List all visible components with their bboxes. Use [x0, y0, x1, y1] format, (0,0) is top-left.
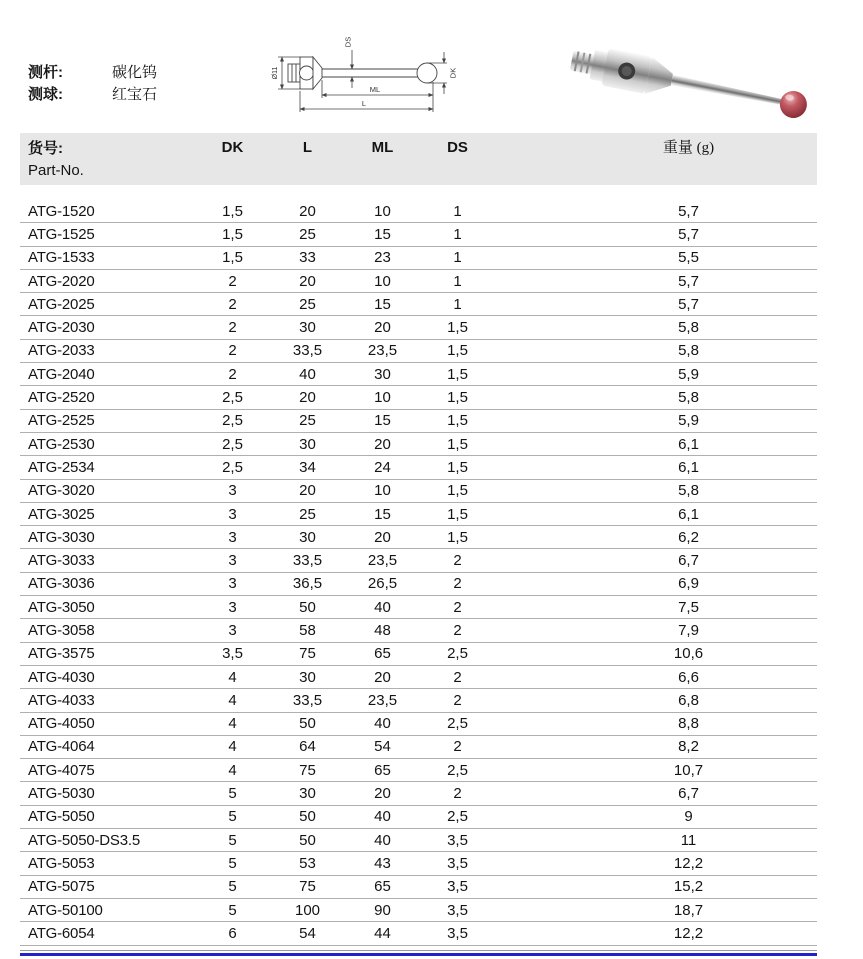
cell-l: 30	[299, 785, 316, 803]
cell-weight: 6,6	[678, 668, 699, 686]
cell-ml: 65	[374, 645, 391, 663]
cell-weight: 6,7	[678, 785, 699, 803]
stylus-dimension-diagram	[248, 28, 473, 123]
stylus-photo	[553, 22, 858, 140]
cell-part-no: ATG-3575	[28, 645, 95, 663]
cell-dk: 1,5	[222, 202, 243, 220]
cell-ml: 65	[374, 878, 391, 896]
cell-ds: 1	[453, 272, 462, 290]
table-row	[20, 829, 817, 852]
cell-ds: 1,5	[447, 505, 468, 523]
table-row	[20, 596, 817, 619]
table-row	[20, 689, 817, 712]
cell-weight: 5,5	[678, 249, 699, 267]
table-row	[20, 759, 817, 782]
cell-ds: 2,5	[447, 645, 468, 663]
cell-weight: 12,2	[673, 924, 704, 942]
cell-l: 54	[299, 924, 316, 942]
material-ball-value: 红宝石	[112, 87, 158, 103]
cell-part-no: ATG-6054	[28, 924, 95, 942]
cell-part-no: ATG-5030	[28, 785, 95, 803]
material-ball-label: 测球:	[28, 86, 63, 103]
cell-weight: 12,2	[673, 854, 704, 872]
cell-ml: 23,5	[367, 342, 398, 360]
cell-ml: 15	[374, 295, 391, 313]
cell-l: 36,5	[292, 575, 323, 593]
cell-ml: 40	[374, 598, 391, 616]
cell-l: 75	[299, 645, 316, 663]
cell-ml: 20	[374, 785, 391, 803]
material-shaft-value: 碳化钨	[112, 65, 158, 81]
cell-dk: 2	[228, 365, 237, 383]
table-row	[20, 410, 817, 433]
cell-ml: 44	[374, 924, 391, 942]
cell-ml: 30	[374, 365, 391, 383]
header-l: L	[302, 139, 313, 156]
table-row	[20, 573, 817, 596]
diagram-thread	[288, 64, 300, 82]
cell-l: 25	[299, 225, 316, 243]
cell-part-no: ATG-2020	[28, 272, 95, 290]
diagram-label-shank-dia: Ø11	[272, 66, 279, 80]
cell-part-no: ATG-3058	[28, 621, 95, 639]
table-row	[20, 293, 817, 316]
cell-ml: 20	[374, 435, 391, 453]
cell-ml: 23	[374, 249, 391, 267]
cell-ml: 43	[374, 854, 391, 872]
cell-ml: 48	[374, 621, 391, 639]
cell-ml: 23,5	[367, 552, 398, 570]
cell-ds: 2,5	[447, 715, 468, 733]
cell-ds: 1	[453, 225, 462, 243]
cell-part-no: ATG-4050	[28, 715, 95, 733]
cell-weight: 5,8	[678, 389, 699, 407]
cell-weight: 6,8	[678, 691, 699, 709]
cell-part-no: ATG-2030	[28, 319, 95, 337]
cell-weight: 5,7	[678, 225, 699, 243]
cell-weight: 5,8	[678, 482, 699, 500]
cell-l: 30	[299, 435, 316, 453]
cell-ds: 2	[453, 575, 462, 593]
cell-weight: 7,5	[678, 598, 699, 616]
cell-ml: 40	[374, 808, 391, 826]
diagram-label-dk: DK	[448, 67, 458, 79]
cell-dk: 2	[228, 342, 237, 360]
cell-part-no: ATG-2530	[28, 435, 95, 453]
cell-dk: 2	[228, 319, 237, 337]
cell-l: 75	[299, 761, 316, 779]
cell-part-no: ATG-2025	[28, 295, 95, 313]
cell-l: 25	[299, 295, 316, 313]
cell-part-no: ATG-3036	[28, 575, 95, 593]
cell-dk: 4	[228, 715, 237, 733]
cell-l: 33,5	[292, 342, 323, 360]
diagram-label-ds: DS	[343, 36, 353, 48]
cell-dk: 3	[228, 598, 237, 616]
table-body	[20, 200, 817, 946]
cell-ds: 1,5	[447, 458, 468, 476]
cell-weight: 15,2	[673, 878, 704, 896]
cell-ml: 65	[374, 761, 391, 779]
cell-part-no: ATG-3050	[28, 598, 95, 616]
cell-ds: 2	[453, 668, 462, 686]
table-header	[20, 133, 817, 185]
cell-weight: 5,8	[678, 319, 699, 337]
cell-part-no: ATG-2040	[28, 365, 95, 383]
cell-ds: 2	[453, 785, 462, 803]
cell-ds: 3,5	[447, 901, 468, 919]
cell-dk: 5	[228, 831, 237, 849]
cell-l: 40	[299, 365, 316, 383]
cell-part-no: ATG-1525	[28, 225, 95, 243]
cell-l: 53	[299, 854, 316, 872]
cell-dk: 1,5	[222, 225, 243, 243]
cell-ds: 2	[453, 621, 462, 639]
cell-weight: 6,1	[678, 458, 699, 476]
cell-ml: 10	[374, 272, 391, 290]
cell-ds: 1,5	[447, 435, 468, 453]
table-row	[20, 643, 817, 666]
cell-l: 50	[299, 808, 316, 826]
cell-ds: 1,5	[447, 389, 468, 407]
table-row	[20, 433, 817, 456]
cell-weight: 9	[684, 808, 693, 826]
cell-dk: 3	[228, 482, 237, 500]
cell-weight: 5,9	[678, 365, 699, 383]
cell-dk: 2,5	[222, 458, 243, 476]
cell-part-no: ATG-3020	[28, 482, 95, 500]
cell-ds: 2	[453, 691, 462, 709]
cell-ds: 1,5	[447, 412, 468, 430]
cell-ds: 1,5	[447, 482, 468, 500]
cell-dk: 2,5	[222, 389, 243, 407]
table-row	[20, 619, 817, 642]
material-shaft-label: 测杆:	[28, 64, 63, 81]
cell-ds: 3,5	[447, 924, 468, 942]
cell-weight: 6,1	[678, 505, 699, 523]
table-row	[20, 270, 817, 293]
cell-l: 33,5	[292, 691, 323, 709]
materials-block	[28, 62, 157, 106]
cell-l: 50	[299, 598, 316, 616]
table-row	[20, 713, 817, 736]
cell-part-no: ATG-3025	[28, 505, 95, 523]
cell-dk: 4	[228, 738, 237, 756]
table-row	[20, 340, 817, 363]
cell-l: 64	[299, 738, 316, 756]
header-dk: DK	[221, 139, 244, 156]
table-row	[20, 899, 817, 922]
cell-part-no: ATG-3033	[28, 552, 95, 570]
cell-weight: 6,2	[678, 528, 699, 546]
cell-part-no: ATG-1520	[28, 202, 95, 220]
cell-ml: 10	[374, 202, 391, 220]
header-part-no-en: Part-No.	[28, 162, 84, 179]
cell-part-no: ATG-2520	[28, 389, 95, 407]
cell-ml: 24	[374, 458, 391, 476]
cell-l: 20	[299, 389, 316, 407]
cell-dk: 3	[228, 528, 237, 546]
table-row	[20, 386, 817, 409]
cell-ml: 20	[374, 528, 391, 546]
cell-part-no: ATG-2534	[28, 458, 95, 476]
cell-ml: 40	[374, 715, 391, 733]
cell-ml: 15	[374, 225, 391, 243]
table-row	[20, 549, 817, 572]
cell-weight: 11	[680, 831, 697, 849]
cell-ml: 40	[374, 831, 391, 849]
diagram-taper	[313, 57, 322, 89]
render-ruby-ball	[778, 89, 810, 121]
cell-l: 50	[299, 831, 316, 849]
cell-ds: 1,5	[447, 528, 468, 546]
diagram-label-l: L	[361, 99, 367, 108]
cell-dk: 2,5	[222, 435, 243, 453]
cell-part-no: ATG-2525	[28, 412, 95, 430]
table-row	[20, 456, 817, 479]
cell-dk: 6	[228, 924, 237, 942]
cell-dk: 3	[228, 552, 237, 570]
cell-l: 50	[299, 715, 316, 733]
header-ml: ML	[371, 139, 394, 156]
material-shaft-row	[28, 62, 157, 84]
cell-l: 30	[299, 528, 316, 546]
table-row	[20, 922, 817, 945]
cell-ds: 3,5	[447, 831, 468, 849]
table-row	[20, 782, 817, 805]
cell-l: 30	[299, 319, 316, 337]
cell-part-no: ATG-1533	[28, 249, 95, 267]
cell-dk: 2	[228, 272, 237, 290]
cell-ds: 3,5	[447, 854, 468, 872]
cell-weight: 5,9	[678, 412, 699, 430]
diagram-label-ml: ML	[369, 85, 381, 94]
cell-ds: 1,5	[447, 365, 468, 383]
cell-dk: 3	[228, 575, 237, 593]
cell-dk: 5	[228, 878, 237, 896]
cell-ds: 1	[453, 202, 462, 220]
cell-weight: 5,8	[678, 342, 699, 360]
table-row	[20, 200, 817, 223]
cell-dk: 4	[228, 668, 237, 686]
cell-weight: 5,7	[678, 202, 699, 220]
header-ds: DS	[447, 139, 468, 156]
cell-ml: 90	[374, 901, 391, 919]
cell-weight: 18,7	[673, 901, 704, 919]
table-row	[20, 503, 817, 526]
cell-part-no: ATG-4033	[28, 691, 95, 709]
cell-l: 30	[299, 668, 316, 686]
cell-part-no: ATG-4075	[28, 761, 95, 779]
cell-dk: 3	[228, 621, 237, 639]
cell-dk: 4	[228, 691, 237, 709]
cell-ml: 15	[374, 412, 391, 430]
cell-ds: 1,5	[447, 342, 468, 360]
cell-part-no: ATG-5075	[28, 878, 95, 896]
cell-weight: 5,7	[678, 272, 699, 290]
header-weight: 重量 (g)	[662, 140, 715, 156]
diagram-ball	[417, 63, 437, 83]
table-row	[20, 223, 817, 246]
cell-l: 25	[299, 412, 316, 430]
cell-ml: 54	[374, 738, 391, 756]
cell-l: 33	[299, 249, 316, 267]
diagram-holder-hole	[300, 66, 314, 80]
cell-part-no: ATG-2033	[28, 342, 95, 360]
cell-ds: 2	[453, 598, 462, 616]
cell-ml: 10	[374, 389, 391, 407]
cell-part-no: ATG-4064	[28, 738, 95, 756]
cell-ds: 2	[453, 552, 462, 570]
header-part-no-zh: 货号:	[28, 140, 63, 157]
cell-ml: 15	[374, 505, 391, 523]
cell-l: 33,5	[292, 552, 323, 570]
cell-ds: 3,5	[447, 878, 468, 896]
cell-part-no: ATG-3030	[28, 528, 95, 546]
cell-ml: 20	[374, 668, 391, 686]
table-row	[20, 247, 817, 270]
cell-ds: 1	[453, 249, 462, 267]
table-row	[20, 806, 817, 829]
header-part-no	[20, 139, 195, 182]
table-row	[20, 480, 817, 503]
table-row	[20, 363, 817, 386]
cell-ds: 2,5	[447, 808, 468, 826]
cell-weight: 5,7	[678, 295, 699, 313]
cell-l: 58	[299, 621, 316, 639]
cell-part-no: ATG-50100	[28, 901, 103, 919]
table-row	[20, 526, 817, 549]
cell-ds: 2,5	[447, 761, 468, 779]
footer-blue-rule	[20, 953, 817, 956]
cell-weight: 6,1	[678, 435, 699, 453]
cell-dk: 5	[228, 901, 237, 919]
cell-ml: 23,5	[367, 691, 398, 709]
cell-weight: 10,7	[673, 761, 704, 779]
cell-weight: 6,7	[678, 552, 699, 570]
cell-part-no: ATG-5053	[28, 854, 95, 872]
cell-weight: 10,6	[673, 645, 704, 663]
cell-ml: 20	[374, 319, 391, 337]
table-row	[20, 736, 817, 759]
cell-l: 25	[299, 505, 316, 523]
cell-ds: 1	[453, 295, 462, 313]
cell-weight: 8,2	[678, 738, 699, 756]
material-ball-row	[28, 84, 157, 106]
cell-weight: 6,9	[678, 575, 699, 593]
cell-l: 20	[299, 202, 316, 220]
cell-weight: 7,9	[678, 621, 699, 639]
cell-ds: 2	[453, 738, 462, 756]
cell-ds: 1,5	[447, 319, 468, 337]
cell-dk: 3	[228, 505, 237, 523]
cell-weight: 8,8	[678, 715, 699, 733]
cell-dk: 3,5	[222, 645, 243, 663]
cell-part-no: ATG-5050-DS3.5	[28, 831, 140, 849]
footer-gray-rule	[20, 950, 817, 951]
cell-part-no: ATG-4030	[28, 668, 95, 686]
cell-dk: 5	[228, 854, 237, 872]
table-row	[20, 316, 817, 339]
cell-l: 20	[299, 482, 316, 500]
cell-dk: 2	[228, 295, 237, 313]
cell-dk: 5	[228, 808, 237, 826]
cell-dk: 5	[228, 785, 237, 803]
cell-l: 100	[294, 901, 321, 919]
table-row	[20, 666, 817, 689]
render-shaft	[671, 75, 788, 108]
table-row	[20, 852, 817, 875]
cell-l: 20	[299, 272, 316, 290]
table-row	[20, 876, 817, 899]
cell-ml: 10	[374, 482, 391, 500]
stylus-render	[568, 42, 810, 125]
cell-part-no: ATG-5050	[28, 808, 95, 826]
cell-l: 34	[299, 458, 316, 476]
cell-dk: 4	[228, 761, 237, 779]
cell-dk: 1,5	[222, 249, 243, 267]
cell-dk: 2,5	[222, 412, 243, 430]
cell-ml: 26,5	[367, 575, 398, 593]
cell-l: 75	[299, 878, 316, 896]
